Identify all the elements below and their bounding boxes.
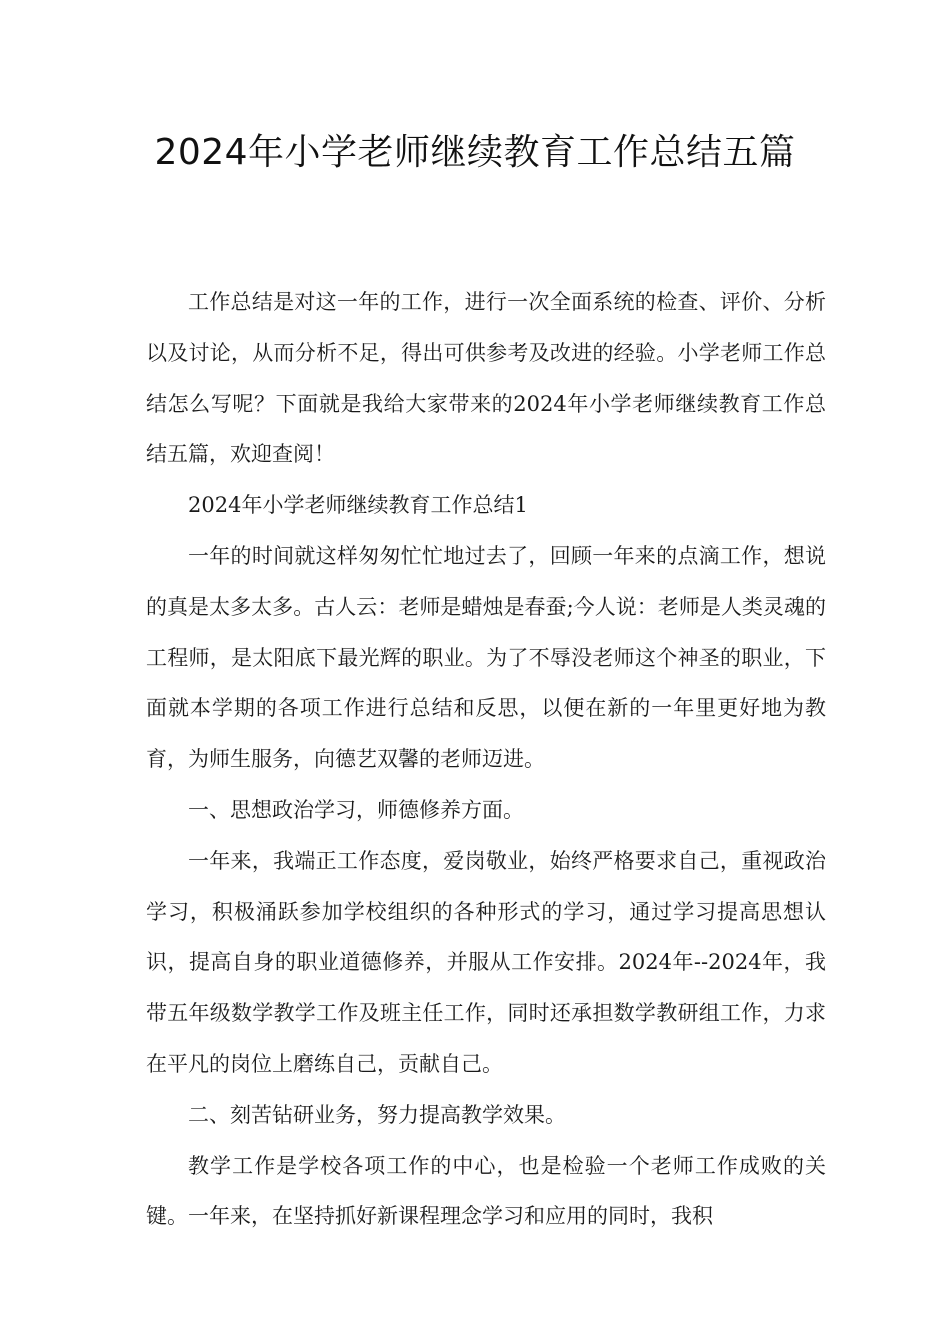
document-body bbox=[146, 277, 826, 1242]
page-title: 2024年小学老师继续教育工作总结五篇 bbox=[154, 132, 796, 173]
intro-paragraph: 工作总结是对这一年的工作，进行一次全面系统的检查、评价、分析以及讨论，从而分析不足，得出可供参考及改进的经验。小学老师工作总结怎么写呢？下面就是我给大家带来的2024年小学老师继续教育工作总结五篇，欢迎查阅！ bbox=[146, 290, 826, 467]
body-paragraph: 一年来，我端正工作态度，爱岗敬业，始终严格要求自己，重视政治学习，积极涌跃参加学校组织的各种形式的学习，通过学习提高思想认识，提高自身的职业道德修养，并服从工作安排。2024年--2024年，我带五年级数学教学工作及班主任工作，同时还承担数学教研组工作，力求在平凡的岗位上磨练自己，贡献自己。 bbox=[146, 848, 826, 1076]
subheading-2: 二、刻苦钻研业务，努力提高教学效果。 bbox=[188, 1102, 566, 1127]
body-paragraph: 一年的时间就这样匆匆忙忙地过去了，回顾一年来的点滴工作，想说的真是太多太多。古人云：老师是蜡烛是春蚕;今人说：老师是人类灵魂的工程师，是太阳底下最光辉的职业。为了不辱没老师这个神圣的职业，下面就本学期的各项工作进行总结和反思，以便在新的一年里更好地为教育，为师生服务，向德艺双馨的老师迈进。 bbox=[146, 543, 826, 772]
subheading-1: 一、思想政治学习，师德修养方面。 bbox=[188, 797, 524, 822]
body-paragraph: 教学工作是学校各项工作的中心，也是检验一个老师工作成败的关键。一年来，在坚持抓好新课程理念学习和应用的同时，我积 bbox=[146, 1153, 826, 1229]
section-heading-1: 2024年小学老师继续教育工作总结1 bbox=[188, 493, 528, 518]
